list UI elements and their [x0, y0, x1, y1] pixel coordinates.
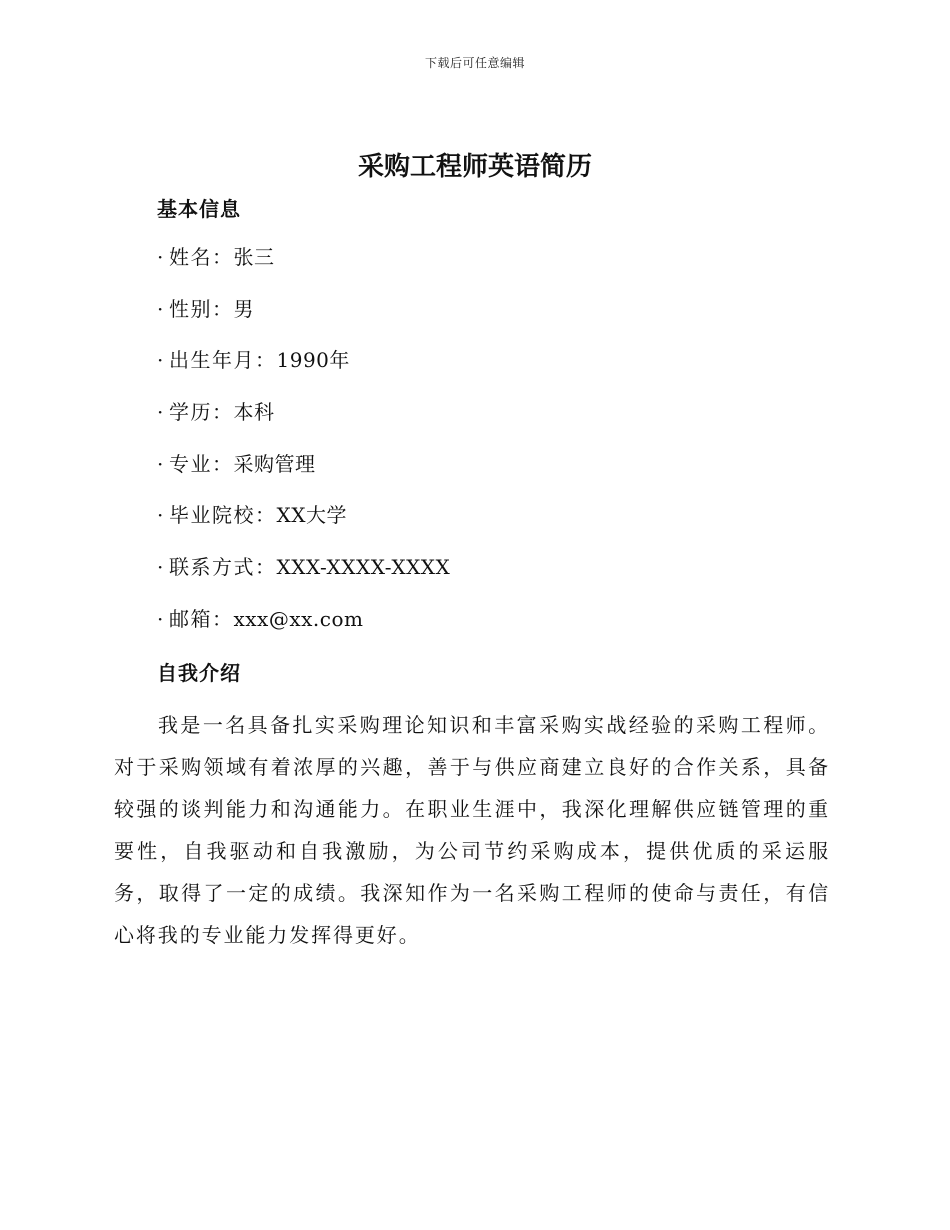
bullet: · — [157, 555, 165, 580]
info-label: 姓名： — [169, 245, 234, 269]
info-label: 毕业院校： — [169, 503, 277, 528]
self-intro-heading: 自我介绍 — [157, 661, 241, 685]
info-label: 性别： — [169, 296, 234, 321]
info-label: 邮箱： — [169, 606, 234, 631]
bullet: · — [157, 503, 165, 528]
info-value: 采购管理 — [233, 451, 316, 476]
info-value: XX大学 — [276, 503, 347, 528]
info-value: 张三 — [233, 245, 275, 269]
info-value: 男 — [233, 296, 254, 321]
info-label: 联系方式： — [169, 555, 277, 580]
info-item-birth — [157, 346, 450, 398]
bullet: · — [157, 245, 165, 269]
info-value: 1990年 — [276, 348, 350, 373]
page-title: 采购工程师英语简历 — [357, 152, 592, 182]
bullet: · — [157, 606, 165, 631]
info-item-gender — [157, 295, 450, 347]
basic-info-heading: 基本信息 — [157, 197, 241, 221]
info-item-name — [157, 243, 450, 295]
info-item-email — [157, 605, 450, 657]
info-value: XXX-XXXX-XXXX — [276, 555, 451, 580]
info-item-school — [157, 501, 450, 553]
info-item-education — [157, 398, 450, 450]
basic-info-list — [157, 243, 450, 657]
info-label: 专业： — [169, 451, 234, 476]
self-intro-paragraph: 我是一名具备扎实采购理论知识和丰富采购实战经验的采购工程师。对于采购领域有着浓厚的兴趣，善于与供应商建立良好的合作关系，具备较强的谈判能力和沟通能力。在职业生涯中，我深化理解供应链管理的重要性，自我驱动和自我激励，为公司节约采购成本，提供优质的采运服务，取得了一定的成绩。我深知作为一名采购工程师的使命与责任，有信心将我的专业能力发挥得更好。 — [114, 713, 830, 947]
bullet: · — [157, 348, 165, 373]
bullet: · — [157, 400, 165, 425]
info-item-contact — [157, 553, 450, 605]
info-label: 出生年月： — [169, 348, 277, 373]
info-label: 学历： — [169, 400, 234, 425]
info-value: 本科 — [233, 400, 275, 425]
bullet: · — [157, 451, 165, 476]
bullet: · — [157, 296, 165, 321]
info-item-major — [157, 450, 450, 502]
info-value: xxx@xx.com — [233, 606, 364, 631]
header-note: 下载后可任意编辑 — [424, 56, 525, 70]
